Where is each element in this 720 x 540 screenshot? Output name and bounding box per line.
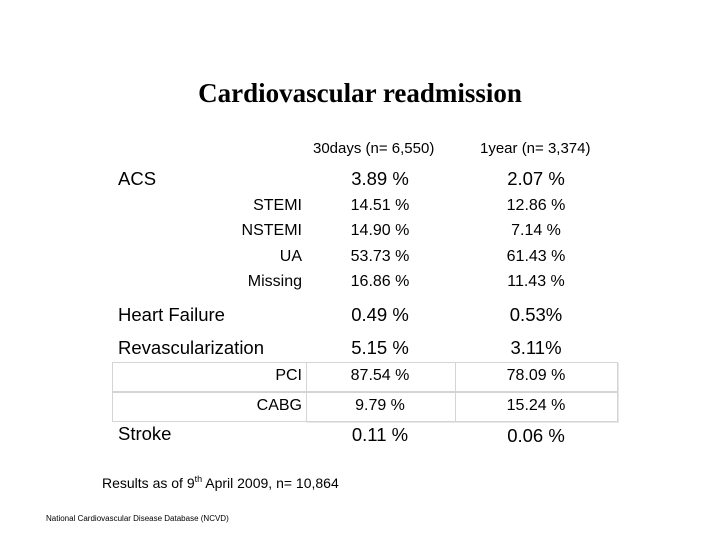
acs-1year-value: 2.07 %	[507, 168, 565, 189]
results-note-suffix: April 2009, n= 10,864	[202, 475, 339, 491]
sub-label-pci: PCI	[275, 367, 302, 384]
pci-1year-value: 78.09 %	[506, 367, 566, 384]
stemi-1year-value: 12.86 %	[506, 197, 566, 214]
stroke-30days-value: 0.11 %	[351, 424, 409, 445]
row-label-acs: ACS	[118, 168, 157, 189]
stemi-30days-value: 14.51 %	[350, 197, 410, 214]
acs-30days-value: 3.89 %	[351, 168, 409, 189]
nstemi-1year-value: 7.14 %	[511, 222, 561, 239]
ua-30days-value: 53.73 %	[350, 248, 410, 265]
cabg-1year-value: 15.24 %	[506, 397, 566, 414]
column-header-1year: 1year (n= 3,374)	[480, 140, 591, 157]
sub-label-stemi: STEMI	[253, 197, 302, 214]
results-note-superscript: th	[194, 474, 203, 484]
heart-failure-30days-value: 0.49 %	[351, 304, 409, 325]
sub-label-cabg: CABG	[256, 397, 302, 414]
missing-1year-value: 11.43 %	[507, 273, 565, 290]
missing-30days-value: 16.86 %	[350, 273, 410, 290]
revascularization-1year-value: 3.11%	[510, 337, 562, 358]
nstemi-30days-value: 14.90 %	[350, 222, 410, 239]
results-note-prefix: Results as of 9	[102, 475, 195, 491]
sub-label-missing: Missing	[247, 273, 302, 290]
row-label-revascularization: Revascularization	[118, 337, 265, 358]
results-note	[102, 475, 339, 491]
heart-failure-1year-value: 0.53%	[509, 304, 563, 325]
row-label-heart-failure: Heart Failure	[118, 304, 225, 325]
sub-label-ua: UA	[279, 248, 302, 265]
source-note: National Cardiovascular Disease Database (NCVD)	[46, 514, 229, 523]
row-label-stroke: Stroke	[118, 423, 172, 444]
cabg-30days-value: 9.79 %	[355, 397, 405, 414]
sub-label-nstemi: NSTEMI	[241, 222, 302, 239]
stroke-1year-value: 0.06 %	[507, 425, 565, 446]
column-header-30days: 30days (n= 6,550)	[313, 140, 435, 157]
revascularization-30days-value: 5.15 %	[351, 337, 409, 358]
pci-30days-value: 87.54 %	[350, 367, 410, 384]
ua-1year-value: 61.43 %	[506, 248, 566, 265]
page-title: Cardiovascular readmission	[198, 78, 522, 108]
